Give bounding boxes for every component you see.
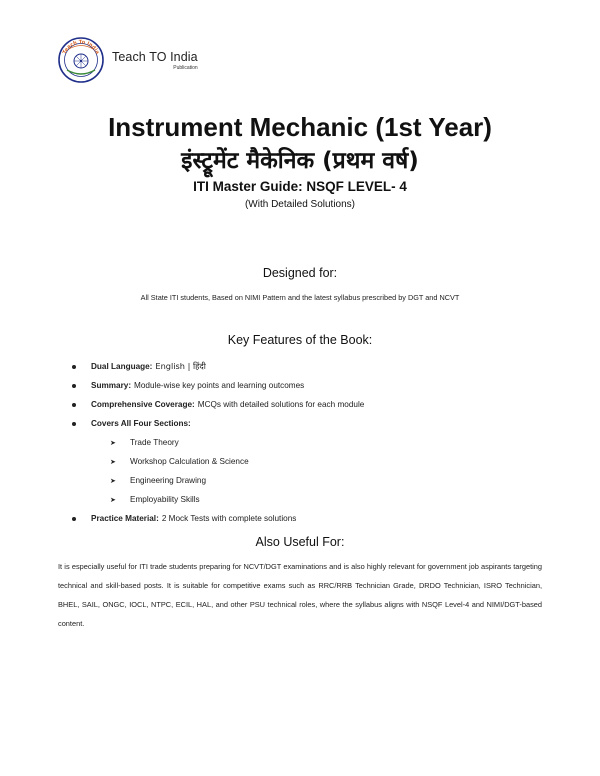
- also-heading: Also Useful For:: [255, 535, 345, 549]
- list-item: [72, 357, 552, 376]
- section-item: [72, 471, 552, 490]
- feature-label: Covers All Four Sections:: [91, 419, 191, 428]
- bullet-icon: [72, 422, 76, 426]
- feature-text: Module-wise key points and learning outcomes: [134, 381, 305, 390]
- subtitle-note: (With Detailed Solutions): [244, 199, 356, 210]
- arrow-bullet-icon: ➤: [110, 438, 116, 447]
- bullet-icon: [72, 403, 76, 407]
- section-label: Engineering Drawing: [130, 476, 207, 485]
- section-item: [72, 490, 552, 509]
- publisher-logo: [58, 37, 208, 83]
- features-heading: Key Features of the Book:: [227, 333, 373, 347]
- feature-text: MCQs with detailed solutions for each module: [197, 400, 365, 409]
- section-item: [72, 452, 552, 471]
- feature-label: Practice Material:: [91, 514, 159, 523]
- seal-emblem-icon: [58, 37, 104, 83]
- section-label: Employability Skills: [130, 495, 200, 504]
- feature-label: Summary:: [91, 381, 132, 390]
- list-item: [72, 376, 552, 395]
- arrow-bullet-icon: ➤: [110, 457, 116, 466]
- feature-text: 2 Mock Tests with complete solutions: [161, 514, 297, 523]
- section-item: [72, 433, 552, 452]
- designed-heading: Designed for:: [262, 266, 338, 280]
- bullet-icon: [72, 517, 76, 521]
- title-hindi: इंस्ट्रूमेंट मैकेनिक (प्रथम वर्ष): [181, 148, 419, 174]
- list-item: [72, 509, 552, 528]
- seal-text: Teach To India: [61, 39, 101, 56]
- title-english: Instrument Mechanic (1st Year): [108, 112, 492, 142]
- features-list: [72, 357, 552, 528]
- feature-text: English | हिंदी: [155, 361, 206, 371]
- title-block: [0, 112, 600, 212]
- section-label: Trade Theory: [130, 438, 179, 447]
- bullet-icon: [72, 365, 76, 369]
- brand-subtitle: Publication: [173, 64, 198, 71]
- brand-name: Teach TO India: [112, 49, 198, 64]
- feature-label: Comprehensive Coverage:: [91, 400, 195, 409]
- arrow-bullet-icon: ➤: [110, 495, 116, 504]
- arrow-bullet-icon: ➤: [110, 476, 116, 485]
- designed-text: All State ITI students, Based on NIMI Pattern and the latest syllabus prescribed by DGT and NCVT: [140, 293, 460, 302]
- also-paragraph: It is especially useful for ITI trade students preparing for NCVT/DGT examinations and is also highly relevant for government job aspirants targeting technical and skill-based posts. It is suitable for competitive exams such as RRC/RRB Technician Grade, DRDO Technician, ISRO Technician, BHEL, SAIL, ONGC, IOCL, NTPC, ECIL, HAL, and other PSU technical roles, where the syllabus aligns with NSQF Level-4 and NIMI/DGT-based content.: [58, 562, 542, 628]
- section-label: Workshop Calculation & Science: [130, 457, 249, 466]
- list-item: [72, 414, 552, 433]
- bullet-icon: [72, 384, 76, 388]
- feature-label: Dual Language:: [91, 362, 153, 371]
- subtitle: ITI Master Guide: NSQF LEVEL- 4: [193, 179, 407, 194]
- list-item: [72, 395, 552, 414]
